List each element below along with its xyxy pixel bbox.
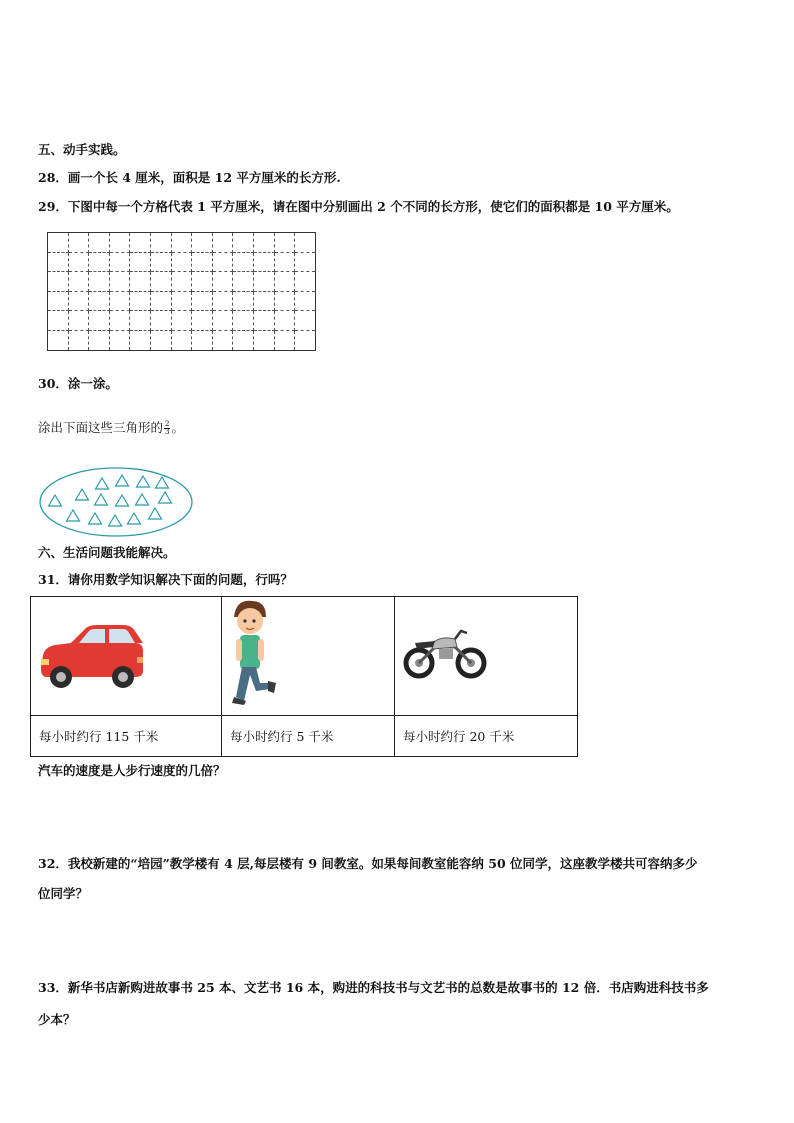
grid-cell <box>192 252 213 272</box>
grid-row <box>48 272 316 292</box>
grid-cell <box>89 291 110 311</box>
grid-cell <box>89 311 110 331</box>
grid-cell <box>274 272 295 292</box>
grid-cell <box>253 311 274 331</box>
grid-cell <box>150 252 171 272</box>
grid-cell <box>274 252 295 272</box>
grid-row <box>48 330 316 350</box>
triangle <box>137 476 150 487</box>
walking-boy-icon <box>222 597 386 711</box>
walking-speed: 每小时约行 5 千米 <box>222 716 395 757</box>
grid-row <box>48 291 316 311</box>
fraction-denominator: 3 <box>165 428 170 436</box>
instruction-end: 。 <box>171 420 184 435</box>
grid-cell <box>109 311 130 331</box>
triangle <box>49 495 62 506</box>
grid-cell <box>150 311 171 331</box>
motorcycle-icon <box>395 597 569 711</box>
car-cell <box>31 597 222 716</box>
grid-cell <box>130 291 151 311</box>
grid-cell <box>233 311 254 331</box>
grid-cell <box>171 233 192 253</box>
grid-cell <box>171 311 192 331</box>
grid-cell <box>233 330 254 350</box>
grid-cell <box>48 233 69 253</box>
fraction-numerator: 2 <box>165 420 170 428</box>
question-30-instruction <box>38 420 184 436</box>
triangle <box>136 494 149 505</box>
triangle <box>95 494 108 505</box>
grid-cell <box>48 291 69 311</box>
grid-cell <box>212 311 233 331</box>
grid-cell <box>68 330 89 350</box>
grid-cell <box>295 311 316 331</box>
triangle <box>109 515 122 526</box>
grid-cell <box>109 233 130 253</box>
grid-cell <box>192 311 213 331</box>
section-five-title: 五、动手实践。 <box>38 142 126 157</box>
grid-cell <box>109 291 130 311</box>
question-31-title: 31．请你用数学知识解决下面的问题，行吗？ <box>38 572 293 587</box>
grid-cell <box>109 272 130 292</box>
grid-cell <box>253 252 274 272</box>
grid-cell <box>48 272 69 292</box>
question-33-line1: 33．新华书店新购进故事书 25 本、文艺书 16 本，购进的科技书与文艺书的总数是故事书的 12 倍．书店购进科技书多 <box>38 980 709 995</box>
grid-cell <box>295 233 316 253</box>
triangle <box>89 513 102 524</box>
grid-cell <box>89 252 110 272</box>
grid-cell <box>212 291 233 311</box>
question-33-line2: 少本？ <box>38 1012 76 1027</box>
grid-cell <box>295 330 316 350</box>
grid-cell <box>109 252 130 272</box>
grid-cell <box>130 330 151 350</box>
grid-cell <box>212 330 233 350</box>
question-29: 29．下图中每一个方格代表 1 平方厘米，请在图中分别画出 2 个不同的长方形，使它们的面积都是 10 平方厘米。 <box>38 199 679 214</box>
grid-row <box>48 233 316 253</box>
grid-cell <box>48 311 69 331</box>
grid-cell <box>253 291 274 311</box>
grid-cell <box>212 272 233 292</box>
grid-cell <box>212 233 233 253</box>
triangle <box>76 489 89 500</box>
grid-cell <box>150 330 171 350</box>
motorcycle-speed: 每小时约行 20 千米 <box>395 716 578 757</box>
grid-cell <box>130 311 151 331</box>
triangle <box>67 510 80 521</box>
grid-cell <box>89 272 110 292</box>
speed-table <box>30 596 578 757</box>
grid-cell <box>150 291 171 311</box>
grid-cell <box>233 272 254 292</box>
grid-cell <box>274 330 295 350</box>
grid-cell <box>89 233 110 253</box>
grid-cell <box>212 252 233 272</box>
grid-cell <box>130 252 151 272</box>
grid-cell <box>274 233 295 253</box>
grid-cell <box>192 272 213 292</box>
grid-cell <box>171 330 192 350</box>
question-28: 28．画一个长 4 厘米，面积是 12 平方厘米的长方形. <box>38 170 341 185</box>
triangle-oval <box>38 466 194 538</box>
grid-cell <box>295 291 316 311</box>
triangle <box>116 495 129 506</box>
grid-cell <box>171 252 192 272</box>
car-icon <box>31 597 213 711</box>
grid-cell <box>48 330 69 350</box>
section-six-title: 六、生活问题我能解决。 <box>38 545 176 560</box>
square-grid <box>47 232 316 351</box>
grid-cell <box>253 272 274 292</box>
question-30-title: 30．涂一涂。 <box>38 376 118 391</box>
question-32-line2: 位同学？ <box>38 886 89 901</box>
grid-cell <box>274 311 295 331</box>
grid-cell <box>295 272 316 292</box>
triangle <box>96 478 109 489</box>
grid-cell <box>109 330 130 350</box>
grid-cell <box>68 291 89 311</box>
car-speed: 每小时约行 115 千米 <box>31 716 222 757</box>
grid-cell <box>68 252 89 272</box>
grid-cell <box>171 272 192 292</box>
grid-cell <box>130 272 151 292</box>
boy-cell <box>222 597 395 716</box>
triangle <box>159 492 172 503</box>
triangle <box>156 477 169 488</box>
grid-cell <box>150 272 171 292</box>
grid-cell <box>253 233 274 253</box>
grid-cell <box>274 291 295 311</box>
grid-cell <box>68 311 89 331</box>
grid-cell <box>150 233 171 253</box>
grid-cell <box>68 233 89 253</box>
grid-cell <box>253 330 274 350</box>
grid-cell <box>192 291 213 311</box>
motorcycle-cell <box>395 597 578 716</box>
grid-cell <box>68 272 89 292</box>
question-32-line1: 32．我校新建的“培园”教学楼有 4 层,每层楼有 9 间教室。如果每间教室能容纳 50 位同学，这座教学楼共可容纳多少 <box>38 856 698 871</box>
triangle <box>128 513 141 524</box>
grid-cell <box>48 252 69 272</box>
triangle <box>149 508 162 519</box>
grid-cell <box>233 291 254 311</box>
fraction-two-thirds <box>164 421 170 436</box>
grid-cell <box>89 330 110 350</box>
grid-row <box>48 311 316 331</box>
grid-cell <box>192 330 213 350</box>
grid-cell <box>130 233 151 253</box>
grid-cell <box>233 252 254 272</box>
grid-cell <box>233 233 254 253</box>
grid-cell <box>192 233 213 253</box>
triangle <box>116 475 129 486</box>
grid-cell <box>171 291 192 311</box>
grid-cell <box>295 252 316 272</box>
grid-row <box>48 252 316 272</box>
instruction-text: 涂出下面这些三角形的 <box>38 420 164 435</box>
question-31-prompt: 汽车的速度是人步行速度的几倍？ <box>38 763 226 778</box>
